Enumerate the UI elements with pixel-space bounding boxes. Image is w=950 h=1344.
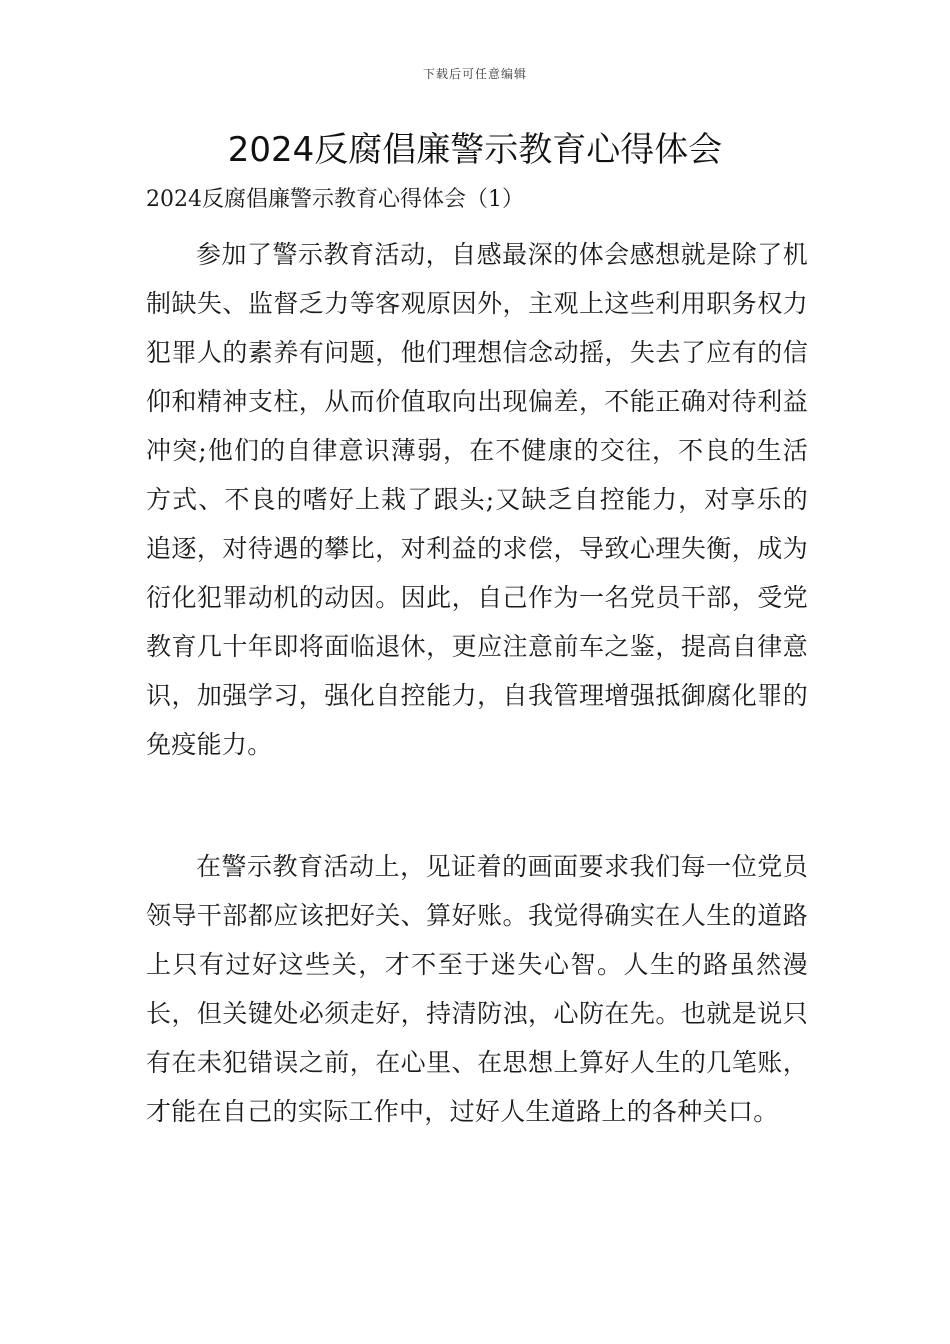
paragraph-2: 在警示教育活动上，见证着的画面要求我们每一位党员领导干部都应该把好关、算好账。我觉得确实在人生的道路上只有过好这些关，才不至于迷失心智。人生的路虽然漫长，但关键处必须走好，持清防浊，心防在先。也就是说只有在未犯错误之前，在心里、在思想上算好人生的几笔账，才能在自己的实际工作中，过好人生道路上的各种关口。 [146,852,808,1126]
document-body [146,180,808,1136]
document-subtitle: 2024反腐倡廉警示教育心得体会（1） [146,187,524,212]
header-note: 下载后可任意编辑 [422,67,527,81]
paragraph-1: 参加了警示教育活动，自感最深的体会感想就是除了机制缺失、监督乏力等客观原因外，主观上这些利用职务权力犯罪人的素养有问题，他们理想信念动摇，失去了应有的信仰和精神支柱，从而价值取向出现偏差，不能正确对待利益冲突;他们的自律意识薄弱，在不健康的交往，不良的生活方式、不良的嗜好上栽了跟头;又缺乏自控能力，对享乐的追逐，对待遇的攀比，对利益的求偿，导致心理失衡，成为衍化犯罪动机的动因。因此，自己作为一名党员干部，受党教育几十年即将面临退休，更应注意前车之鉴，提高自律意识，加强学习，强化自控能力，自我管理增强抵御腐化罪的免疫能力。 [146,240,808,759]
document-title: 2024反腐倡廉警示教育心得体会 [227,130,723,170]
